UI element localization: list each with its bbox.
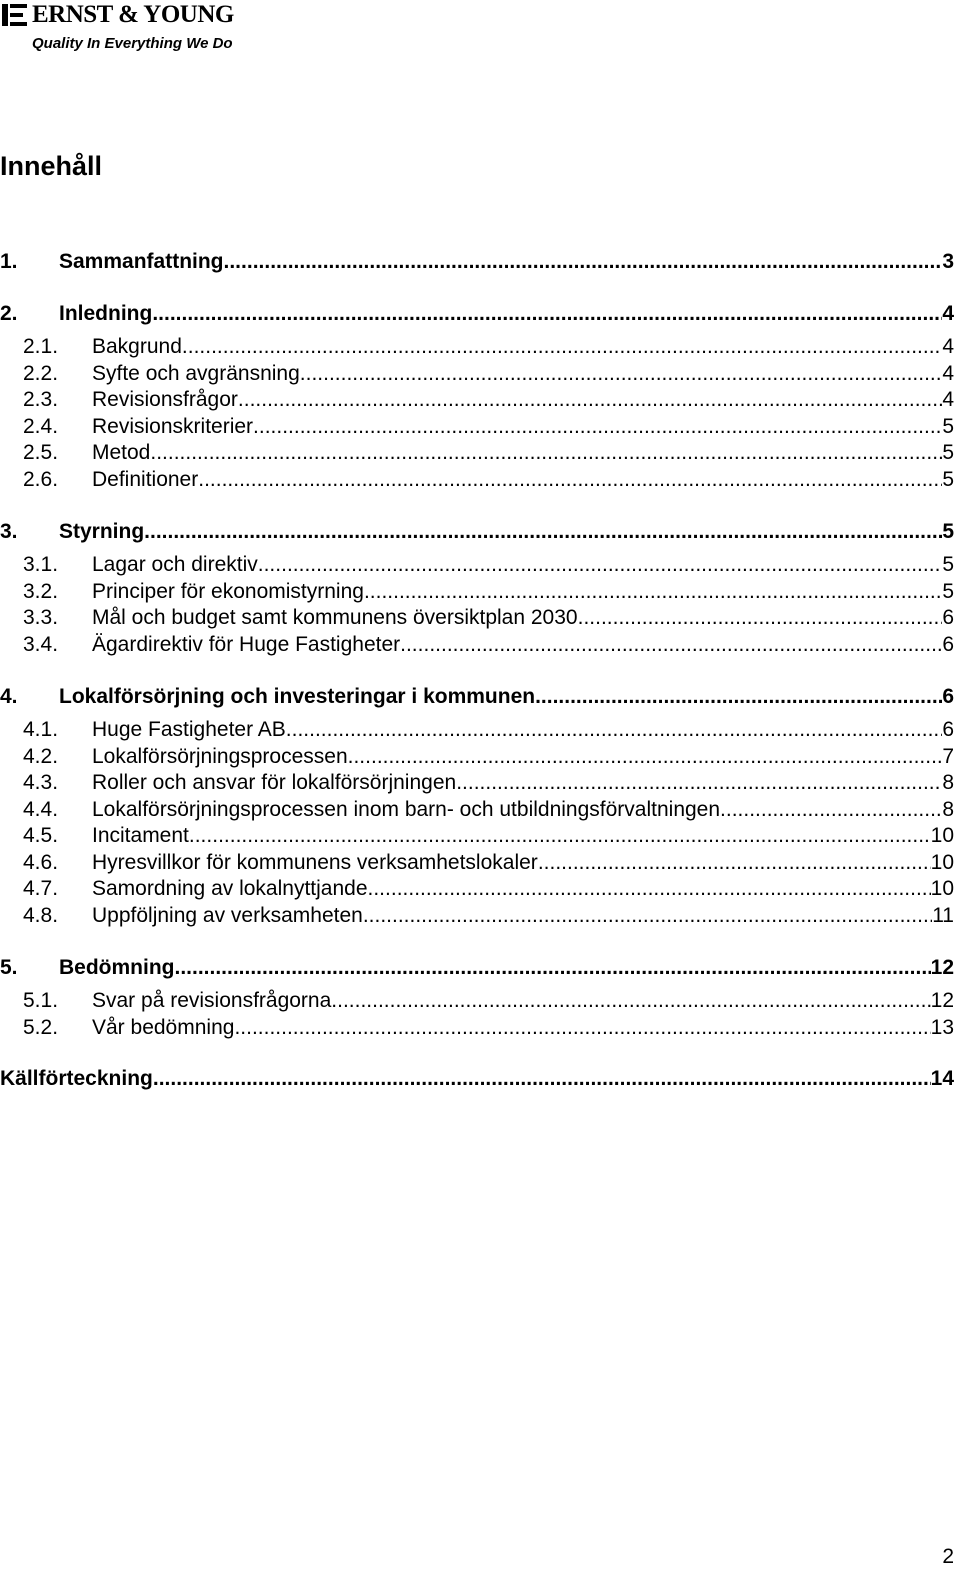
toc-entry-title: Bakgrund (92, 335, 182, 358)
toc-entry-page: 14 (930, 1067, 954, 1090)
toc-dot-leader (456, 770, 942, 796)
toc-entry-number: 4.8. (23, 904, 59, 927)
toc-entry-title: Lokalförsörjning och investeringar i kommunen (59, 685, 536, 708)
toc-entry-page: 12 (930, 956, 954, 979)
toc-dot-leader (253, 414, 942, 440)
toc-entry[interactable] (0, 334, 954, 360)
toc-entry[interactable] (0, 467, 954, 493)
toc-dot-leader (364, 579, 942, 605)
toc-entry-number: 5.2. (23, 1016, 59, 1039)
toc-entry[interactable] (0, 552, 954, 578)
toc-entry[interactable] (0, 876, 954, 902)
toc-entry[interactable] (0, 955, 954, 981)
toc-entry-title: Syfte och avgränsning (92, 362, 300, 385)
toc-entry-page: 10 (930, 824, 954, 847)
toc-entry-title: Källförteckning (0, 1067, 153, 1090)
toc-entry[interactable] (0, 519, 954, 545)
toc-dot-leader (234, 1015, 930, 1041)
toc-entry-title: Inledning (59, 302, 153, 325)
toc-entry[interactable] (0, 684, 954, 710)
toc-entry-title: Metod (92, 441, 151, 464)
toc-entry-number: 2.3. (23, 388, 59, 411)
toc-entry-page: 6 (942, 718, 954, 741)
toc-entry-title: Revisionskriterier (92, 415, 254, 438)
toc-entry-number: 2.6. (23, 468, 59, 491)
toc-dot-leader (238, 387, 942, 413)
toc-dot-leader (363, 903, 932, 929)
toc-dot-leader (258, 552, 943, 578)
toc-entry-page: 3 (942, 250, 954, 273)
toc-entry-number: 2.4. (23, 415, 59, 438)
toc-entry-title: Styrning (59, 520, 145, 543)
toc-entry-number: 4.1. (23, 718, 59, 741)
toc-entry-number: 2. (0, 302, 18, 325)
toc-entry-page: 13 (930, 1016, 954, 1039)
toc-entry-title: Bedömning (59, 956, 175, 979)
toc-dot-leader (182, 334, 942, 360)
toc-entry-page: 4 (942, 362, 954, 385)
toc-entry[interactable] (0, 717, 954, 743)
toc-entry-title: Roller och ansvar för lokalförsörjningen (92, 771, 457, 794)
toc-dot-leader (153, 1066, 931, 1092)
toc-entry-number: 2.2. (23, 362, 59, 385)
toc-entry-title: Lokalförsörjningsprocessen inom barn- och utbildningsförvaltningen (92, 798, 721, 821)
toc-dot-leader (286, 717, 943, 743)
toc-entry-number: 4.3. (23, 771, 59, 794)
toc-entry-number: 5.1. (23, 989, 59, 1012)
toc-dot-leader (538, 850, 931, 876)
toc-entry-page: 5 (942, 553, 954, 576)
toc-entry[interactable] (0, 1015, 954, 1041)
page-number: 2 (942, 1545, 954, 1568)
toc-entry-number: 4.7. (23, 877, 59, 900)
toc-entry-page: 7 (942, 745, 954, 768)
toc-entry-title: Sammanfattning (59, 250, 224, 273)
toc-entry-page: 5 (942, 415, 954, 438)
toc-entry[interactable] (0, 823, 954, 849)
toc-entry-page: 12 (930, 989, 954, 1012)
toc-entry-title: Definitioner (92, 468, 199, 491)
ernst-young-bars-icon (2, 3, 28, 27)
toc-entry-page: 5 (942, 520, 954, 543)
toc-dot-leader (150, 440, 942, 466)
toc-dot-leader (348, 744, 943, 770)
toc-entry-number: 3.1. (23, 553, 59, 576)
toc-entry-number: 3.2. (23, 580, 59, 603)
toc-dot-leader (189, 823, 931, 849)
toc-entry-title: Uppföljning av verksamheten (92, 904, 363, 927)
toc-entry[interactable] (0, 361, 954, 387)
toc-entry[interactable] (0, 414, 954, 440)
toc-entry-title: Revisionsfrågor (92, 388, 238, 411)
toc-entry-number: 2.1. (23, 335, 59, 358)
toc-entry-title: Huge Fastigheter AB (92, 718, 286, 741)
company-tagline: Quality In Everything We Do (32, 35, 233, 52)
toc-entry-title: Principer för ekonomistyrning (92, 580, 364, 603)
toc-entry[interactable] (0, 797, 954, 823)
toc-entry[interactable] (0, 988, 954, 1014)
toc-entry[interactable] (0, 249, 954, 275)
toc-dot-leader (224, 249, 943, 275)
toc-dot-leader (400, 632, 942, 658)
toc-entry-number: 4.6. (23, 851, 59, 874)
toc-entry[interactable] (0, 605, 954, 631)
toc-entry[interactable] (0, 440, 954, 466)
toc-entry-page: 4 (942, 302, 954, 325)
toc-entry-title: Samordning av lokalnyttjande (92, 877, 368, 900)
toc-entry[interactable] (0, 850, 954, 876)
toc-entry-page: 5 (942, 580, 954, 603)
toc-entry-title: Lokalförsörjningsprocessen (92, 745, 348, 768)
toc-entry-page: 8 (942, 798, 954, 821)
toc-dot-leader (152, 301, 942, 327)
toc-entry-number: 3. (0, 520, 18, 543)
toc-dot-leader (175, 955, 931, 981)
toc-dot-leader (535, 684, 942, 710)
toc-entry-page: 4 (942, 335, 954, 358)
toc-dot-leader (368, 876, 931, 902)
toc-entry-number: 5. (0, 956, 18, 979)
toc-entry-page: 10 (930, 877, 954, 900)
toc-entry-title: Mål och budget samt kommunens översiktplan 2030 (92, 606, 578, 629)
toc-dot-leader (331, 988, 930, 1014)
toc-entry-title: Svar på revisionsfrågorna (92, 989, 332, 1012)
toc-entry-number: 4.4. (23, 798, 59, 821)
toc-entry-title: Vår bedömning (92, 1016, 235, 1039)
toc-entry-number: 3.3. (23, 606, 59, 629)
toc-entry-title: Ägardirektiv för Huge Fastigheter (92, 633, 401, 656)
toc-entry-page: 6 (942, 685, 954, 708)
toc-entry-title: Hyresvillkor för kommunens verksamhetslokaler (92, 851, 538, 874)
toc-entry[interactable] (0, 744, 954, 770)
toc-dot-leader (578, 605, 943, 631)
company-logo (0, 0, 260, 60)
toc-entry[interactable] (0, 770, 954, 796)
toc-entry-number: 1. (0, 250, 18, 273)
toc-entry-page: 5 (942, 441, 954, 464)
toc-title: Innehåll (0, 151, 103, 181)
toc-entry-number: 3.4. (23, 633, 59, 656)
toc-entry-page: 4 (942, 388, 954, 411)
toc-entry-page: 5 (942, 468, 954, 491)
toc-entry-title: Lagar och direktiv (92, 553, 258, 576)
toc-dot-leader (198, 467, 942, 493)
toc-entry-number: 2.5. (23, 441, 59, 464)
toc-dot-leader (144, 519, 942, 545)
toc-entry-page: 8 (942, 771, 954, 794)
toc-entry[interactable] (0, 301, 954, 327)
toc-dot-leader (300, 361, 943, 387)
toc-entry[interactable] (0, 903, 954, 929)
toc-entry-number: 4.5. (23, 824, 59, 847)
toc-entry[interactable] (0, 1066, 954, 1092)
toc-entry-number: 4.2. (23, 745, 59, 768)
toc-entry-page: 11 (932, 904, 954, 927)
toc-entry[interactable] (0, 579, 954, 605)
toc-entry[interactable] (0, 632, 954, 658)
company-name: ERNST & YOUNG (32, 1, 234, 28)
toc-entry-page: 6 (942, 606, 954, 629)
toc-entry-title: Incitament (92, 824, 189, 847)
toc-entry-page: 10 (930, 851, 954, 874)
toc-dot-leader (720, 797, 942, 823)
toc-entry-page: 6 (942, 633, 954, 656)
toc-entry-number: 4. (0, 685, 18, 708)
toc-entry[interactable] (0, 387, 954, 413)
